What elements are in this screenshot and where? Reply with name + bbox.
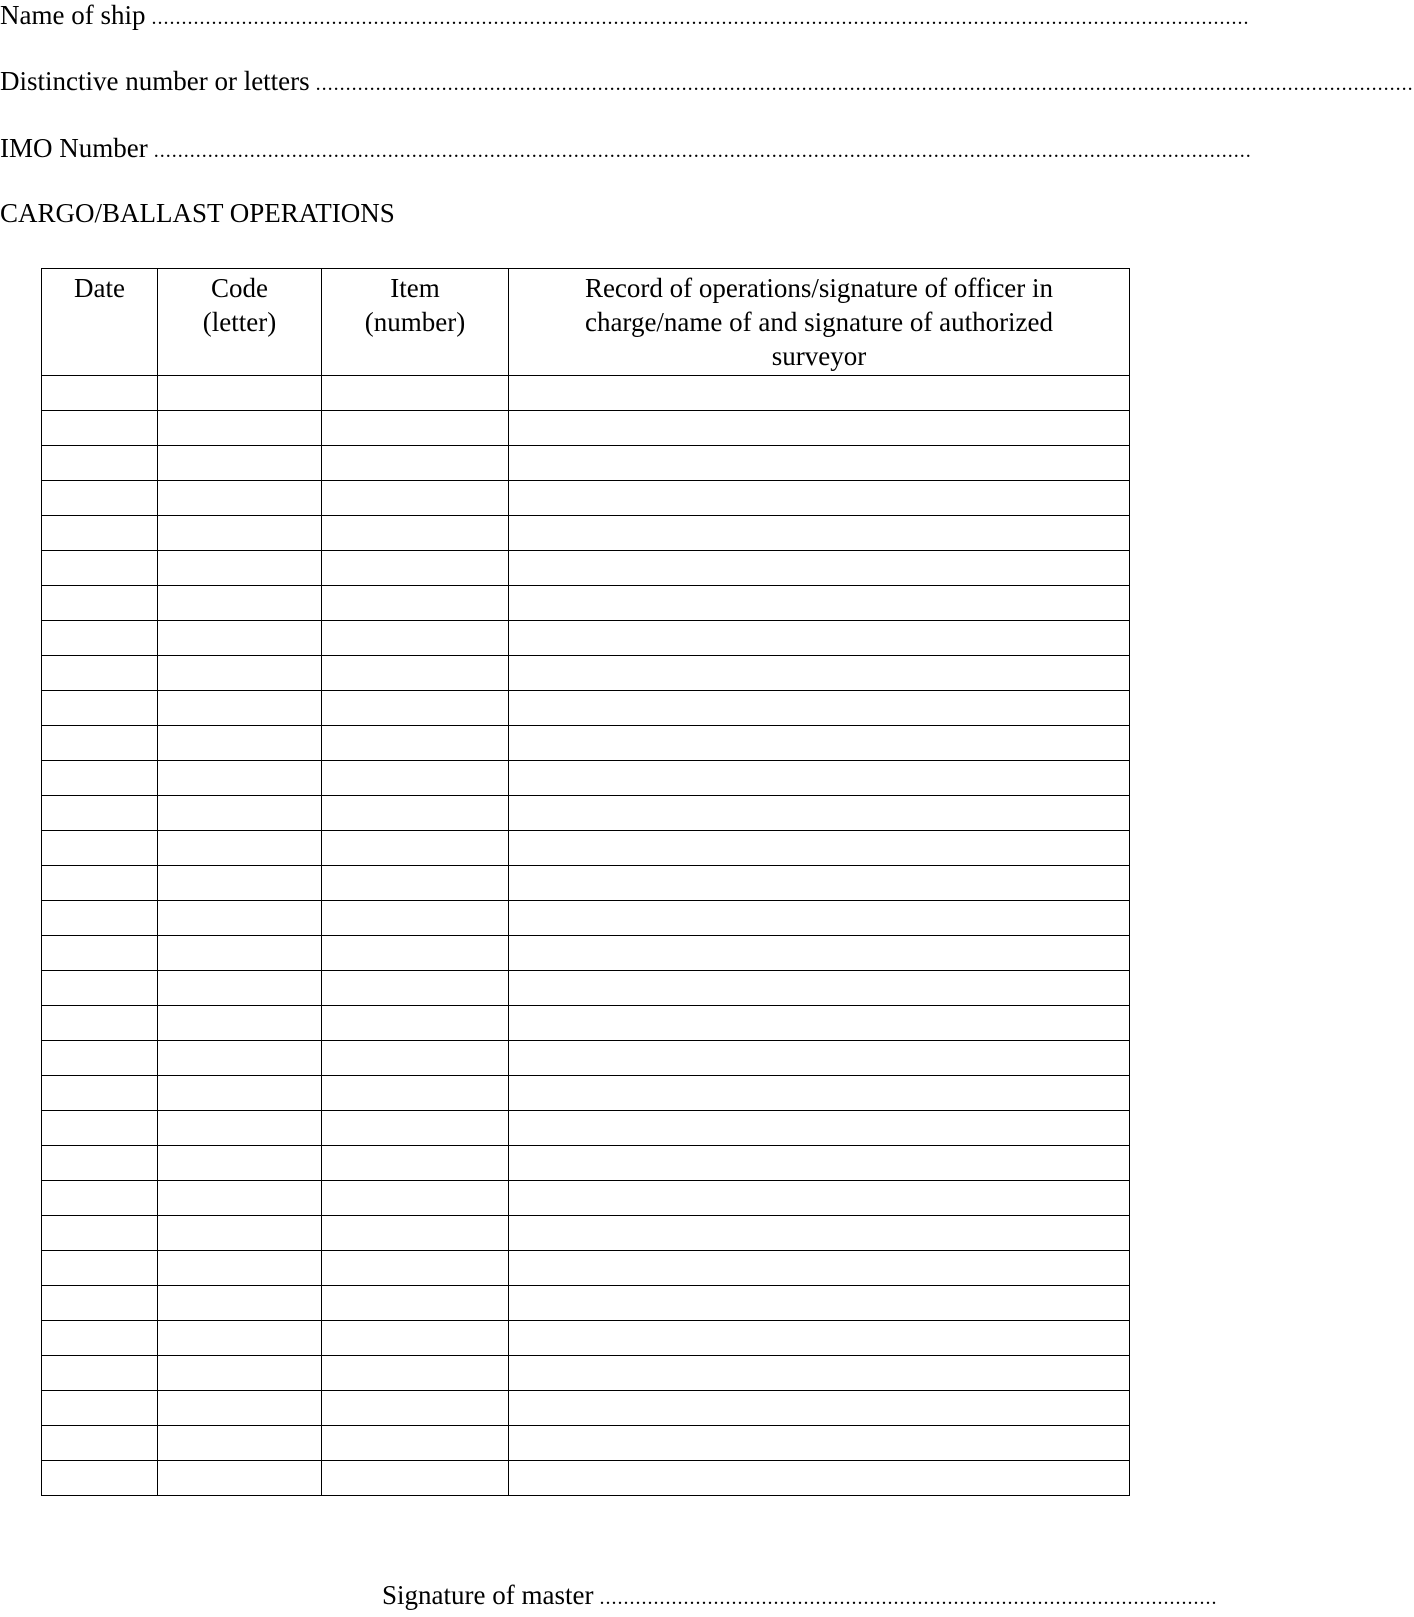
item-cell[interactable] (322, 1006, 509, 1041)
date-cell[interactable] (42, 1111, 158, 1146)
item-cell[interactable] (322, 831, 509, 866)
header-date (42, 269, 158, 376)
code-cell[interactable] (158, 516, 322, 551)
date-cell[interactable] (42, 901, 158, 936)
record-cell[interactable] (509, 761, 1130, 796)
date-cell[interactable] (42, 1041, 158, 1076)
table-row (42, 831, 1130, 866)
code-cell[interactable] (158, 621, 322, 656)
item-cell[interactable] (322, 1181, 509, 1216)
code-cell[interactable] (158, 1251, 322, 1286)
date-cell[interactable] (42, 831, 158, 866)
code-cell[interactable] (158, 1356, 322, 1391)
item-cell[interactable] (322, 761, 509, 796)
date-cell[interactable] (42, 516, 158, 551)
code-cell[interactable] (158, 1391, 322, 1426)
record-cell[interactable] (509, 1251, 1130, 1286)
table-row (42, 1356, 1130, 1391)
header-record-line-2: charge/name of and signature of authorized (584, 307, 1054, 337)
item-cell[interactable] (322, 411, 509, 446)
date-cell[interactable] (42, 1251, 158, 1286)
code-cell[interactable] (158, 971, 322, 1006)
record-cell[interactable] (509, 1426, 1130, 1461)
record-cell[interactable] (509, 1356, 1130, 1391)
date-cell[interactable] (42, 656, 158, 691)
header-record (509, 269, 1130, 376)
date-cell[interactable] (42, 1076, 158, 1111)
table-row (42, 936, 1130, 971)
date-cell[interactable] (42, 691, 158, 726)
record-cell[interactable] (509, 796, 1130, 831)
table-row (42, 656, 1130, 691)
record-cell[interactable] (509, 621, 1130, 656)
table-body (42, 376, 1130, 1496)
record-cell[interactable] (509, 1216, 1130, 1251)
table-row (42, 1181, 1130, 1216)
record-cell[interactable] (509, 516, 1130, 551)
record-cell[interactable] (509, 1076, 1130, 1111)
ship-name-dotted-line: ....................................................................................................................................................................................... (151, 7, 1250, 29)
record-cell[interactable] (509, 1111, 1130, 1146)
code-cell[interactable] (158, 1111, 322, 1146)
record-cell[interactable] (509, 936, 1130, 971)
date-cell[interactable] (42, 1356, 158, 1391)
record-cell[interactable] (509, 586, 1130, 621)
imo-number-dotted-line: ....................................................................................................................................................................................... (153, 140, 1252, 162)
imo-number-label: IMO Number (0, 133, 148, 163)
date-cell[interactable] (42, 621, 158, 656)
ship-name-field[interactable] (0, 0, 1250, 36)
table-row (42, 376, 1130, 411)
code-cell[interactable] (158, 1041, 322, 1076)
table-row (42, 1006, 1130, 1041)
item-cell[interactable] (322, 376, 509, 411)
header-date-text: Date (74, 273, 125, 303)
record-cell[interactable] (509, 481, 1130, 516)
date-cell[interactable] (42, 1461, 158, 1496)
code-cell[interactable] (158, 831, 322, 866)
record-cell[interactable] (509, 831, 1130, 866)
table-row (42, 971, 1130, 1006)
code-cell[interactable] (158, 1321, 322, 1356)
ship-name-label: Name of ship (0, 0, 146, 30)
distinctive-number-field[interactable] (0, 66, 1414, 102)
item-cell[interactable] (322, 1041, 509, 1076)
item-cell[interactable] (322, 1286, 509, 1321)
distinctive-number-dotted-line: ....................................................................................................................................................................................... (315, 73, 1414, 95)
date-cell[interactable] (42, 1426, 158, 1461)
date-cell[interactable] (42, 1146, 158, 1181)
header-code-line-2: (letter) (202, 307, 277, 337)
code-cell[interactable] (158, 1181, 322, 1216)
date-cell[interactable] (42, 971, 158, 1006)
table-row (42, 1251, 1130, 1286)
item-cell[interactable] (322, 796, 509, 831)
code-cell[interactable] (158, 726, 322, 761)
table-row (42, 1041, 1130, 1076)
code-cell[interactable] (158, 796, 322, 831)
table-row (42, 1461, 1130, 1496)
code-cell[interactable] (158, 1006, 322, 1041)
table-row (42, 761, 1130, 796)
record-cell[interactable] (509, 901, 1130, 936)
item-cell[interactable] (322, 586, 509, 621)
item-cell[interactable] (322, 1321, 509, 1356)
item-cell[interactable] (322, 901, 509, 936)
record-cell[interactable] (509, 411, 1130, 446)
code-cell[interactable] (158, 901, 322, 936)
item-cell[interactable] (322, 516, 509, 551)
master-signature-dotted-line: ....................................................................................................... (599, 1587, 1218, 1609)
master-signature-field[interactable] (382, 1580, 1218, 1616)
code-cell[interactable] (158, 936, 322, 971)
item-cell[interactable] (322, 551, 509, 586)
code-cell[interactable] (158, 1461, 322, 1496)
table-row (42, 726, 1130, 761)
item-cell[interactable] (322, 971, 509, 1006)
code-cell[interactable] (158, 411, 322, 446)
date-cell[interactable] (42, 936, 158, 971)
table-row (42, 1216, 1130, 1251)
header-item-line-2: (number) (364, 307, 466, 337)
record-cell[interactable] (509, 551, 1130, 586)
date-cell[interactable] (42, 1391, 158, 1426)
code-cell[interactable] (158, 761, 322, 796)
item-cell[interactable] (322, 1426, 509, 1461)
table-row (42, 1286, 1130, 1321)
item-cell[interactable] (322, 726, 509, 761)
code-cell[interactable] (158, 586, 322, 621)
table-row (42, 621, 1130, 656)
item-cell[interactable] (322, 1146, 509, 1181)
header-code (158, 269, 322, 376)
header-item-line-1: Item (390, 273, 440, 303)
record-cell[interactable] (509, 1146, 1130, 1181)
table-row (42, 901, 1130, 936)
table-row (42, 1391, 1130, 1426)
item-cell[interactable] (322, 936, 509, 971)
code-cell[interactable] (158, 446, 322, 481)
item-cell[interactable] (322, 1391, 509, 1426)
date-cell[interactable] (42, 1181, 158, 1216)
table-row (42, 866, 1130, 901)
code-cell[interactable] (158, 551, 322, 586)
date-cell[interactable] (42, 551, 158, 586)
item-cell[interactable] (322, 481, 509, 516)
code-cell[interactable] (158, 1146, 322, 1181)
record-cell[interactable] (509, 866, 1130, 901)
table-row (42, 1111, 1130, 1146)
code-cell[interactable] (158, 866, 322, 901)
item-cell[interactable] (322, 1356, 509, 1391)
item-cell[interactable] (322, 866, 509, 901)
record-cell[interactable] (509, 1321, 1130, 1356)
code-cell[interactable] (158, 691, 322, 726)
distinctive-number-label: Distinctive number or letters (0, 66, 310, 96)
item-cell[interactable] (322, 1076, 509, 1111)
table-row (42, 796, 1130, 831)
table-header-row (42, 269, 1130, 376)
date-cell[interactable] (42, 796, 158, 831)
date-cell[interactable] (42, 866, 158, 901)
record-cell[interactable] (509, 1391, 1130, 1426)
section-title: CARGO/BALLAST OPERATIONS (0, 198, 395, 228)
record-cell[interactable] (509, 971, 1130, 1006)
date-cell[interactable] (42, 1006, 158, 1041)
record-cell[interactable] (509, 691, 1130, 726)
header-code-line-1: Code (211, 273, 268, 303)
record-cell[interactable] (509, 726, 1130, 761)
code-cell[interactable] (158, 1216, 322, 1251)
table-row (42, 446, 1130, 481)
date-cell[interactable] (42, 761, 158, 796)
date-cell[interactable] (42, 726, 158, 761)
item-cell[interactable] (322, 1111, 509, 1146)
item-cell[interactable] (322, 446, 509, 481)
record-cell[interactable] (509, 1461, 1130, 1496)
item-cell[interactable] (322, 621, 509, 656)
date-cell[interactable] (42, 586, 158, 621)
record-cell[interactable] (509, 1006, 1130, 1041)
table-row (42, 481, 1130, 516)
table-row (42, 586, 1130, 621)
item-cell[interactable] (322, 1216, 509, 1251)
date-cell[interactable] (42, 481, 158, 516)
code-cell[interactable] (158, 376, 322, 411)
table-row (42, 411, 1130, 446)
code-cell[interactable] (158, 1076, 322, 1111)
table-row (42, 1146, 1130, 1181)
record-cell[interactable] (509, 446, 1130, 481)
table-row (42, 551, 1130, 586)
table-row (42, 516, 1130, 551)
code-cell[interactable] (158, 481, 322, 516)
header-record-line-1: Record of operations/signature of officer in (584, 273, 1054, 303)
item-cell[interactable] (322, 691, 509, 726)
date-cell[interactable] (42, 1216, 158, 1251)
code-cell[interactable] (158, 656, 322, 691)
header-item (322, 269, 509, 376)
operations-table (41, 268, 1130, 1496)
date-cell[interactable] (42, 1321, 158, 1356)
date-cell[interactable] (42, 446, 158, 481)
item-cell[interactable] (322, 1461, 509, 1496)
table-row (42, 691, 1130, 726)
item-cell[interactable] (322, 656, 509, 691)
master-signature-label: Signature of master (382, 1580, 594, 1610)
code-cell[interactable] (158, 1426, 322, 1461)
date-cell[interactable] (42, 411, 158, 446)
table-row (42, 1426, 1130, 1461)
imo-number-field[interactable] (0, 133, 1252, 169)
code-cell[interactable] (158, 1286, 322, 1321)
record-cell[interactable] (509, 1181, 1130, 1216)
record-cell[interactable] (509, 656, 1130, 691)
table-row (42, 1076, 1130, 1111)
record-cell[interactable] (509, 376, 1130, 411)
record-cell[interactable] (509, 1041, 1130, 1076)
date-cell[interactable] (42, 376, 158, 411)
date-cell[interactable] (42, 1286, 158, 1321)
record-cell[interactable] (509, 1286, 1130, 1321)
header-record-line-3: surveyor (771, 341, 867, 371)
item-cell[interactable] (322, 1251, 509, 1286)
table-row (42, 1321, 1130, 1356)
